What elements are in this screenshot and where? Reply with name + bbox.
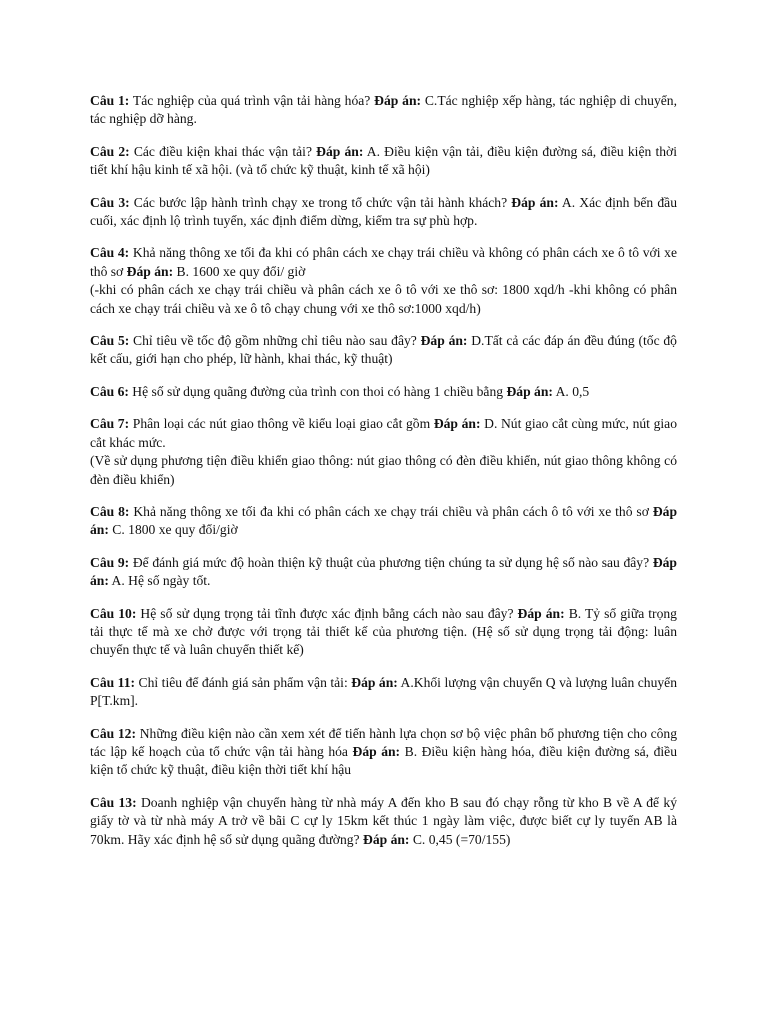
question-label: Câu 5: [90, 333, 130, 349]
answer-note: (Về sử dụng phương tiện điều khiển giao thông: nút giao thông có đèn điều khiển, nút giao thông không có đèn điều khiển) [90, 453, 677, 487]
question-label: Câu 12: [90, 725, 137, 741]
answer-text: A. Điều kiện vận tải, điều kiện đường sá, điều kiện thời tiết khí hậu kinh tế xã hội. (và tổ chức kỹ thuật, kinh tế xã hội) [90, 143, 677, 178]
answer-text: A. Xác định bến đầu cuối, xác định lộ trình tuyến, xác định điểm dừng, kiểm tra sự phù hợp. [90, 194, 678, 229]
question-paragraph [90, 605, 677, 660]
answer-label: Đáp án: [351, 674, 398, 690]
answer-text: C. 1800 xe quy đổi/giờ [108, 522, 238, 538]
answer-label: Đáp án: [420, 333, 468, 349]
question-text: Khả năng thông xe tối đa khi có phân cách xe chạy trái chiều và không có phân cách xe ô tô với xe thô sơ [90, 245, 677, 279]
question-text: Doanh nghiệp vận chuyển hàng từ nhà máy A đến kho B sau đó chạy rỗng từ kho B về A để ký giấy tờ và từ nhà máy A trở về bãi C cự ly 15km kết thúc 1 ngày làm việc, được biết cự ly tuyến AB là 70km. Hãy xác định hệ số sử dụng quãng đường? [90, 794, 677, 847]
question-text: Các điều kiện khai thác vận tải? [129, 143, 317, 159]
question-label: Câu 7: [90, 416, 130, 432]
question-text: Hệ số sử dụng trọng tải tĩnh được xác định bằng cách nào sau đây? [136, 605, 518, 621]
question-paragraph [90, 554, 677, 591]
question-item [90, 332, 677, 369]
question-label: Câu 13: [90, 794, 137, 810]
question-item [90, 674, 677, 711]
question-label: Câu 10: [90, 605, 137, 621]
question-label: Câu 2: [90, 143, 130, 159]
question-label: Câu 4: [90, 245, 130, 261]
answer-label: Đáp án: [90, 503, 678, 538]
question-label: Câu 3: [90, 194, 130, 210]
question-paragraph [90, 674, 677, 711]
question-item [90, 605, 677, 660]
answer-text: A.Khối lượng vận chuyển Q và lượng luân chuyển P[T.km]. [90, 674, 677, 709]
answer-label: Đáp án: [374, 93, 422, 108]
question-paragraph [90, 332, 677, 369]
question-paragraph [90, 244, 677, 281]
answer-text: B. Điều kiện hàng hóa, điều kiện đường sá, điều kiện tổ chức kỹ thuật, điều kiện thời tiết khí hậu [90, 743, 678, 778]
question-item [90, 92, 677, 129]
question-label: Câu 8: [90, 503, 130, 519]
question-label: Câu 11: [90, 674, 136, 690]
question-paragraph [90, 143, 677, 180]
answer-text: A. Hệ số ngày tốt. [108, 573, 211, 589]
answer-label: Đáp án: [126, 263, 174, 279]
answer-label: Đáp án: [506, 383, 553, 399]
answer-label: Đáp án: [433, 416, 481, 432]
answer-label: Đáp án: [511, 194, 559, 210]
answer-note: (-khi có phân cách xe chạy trái chiều và phân cách xe ô tô với xe thô sơ: 1800 xqd/h -khi không có phân cách xe chạy trái chiều và xe ô tô chạy chung với xe thô sơ:1000 xqd/h) [90, 282, 677, 316]
question-item [90, 554, 677, 591]
question-label: Câu 9: [90, 554, 130, 570]
question-item [90, 383, 677, 401]
question-paragraph [90, 194, 677, 231]
question-text: Để đánh giá mức độ hoàn thiện kỹ thuật của phương tiện chúng ta sử dụng hệ số nào sau đây? [129, 554, 653, 570]
question-paragraph [90, 503, 677, 540]
question-text: Khả năng thông xe tối đa khi có phân cách xe chạy trái chiều và phân cách ô tô với xe thô sơ [129, 503, 653, 519]
question-text: Các bước lập hành trình chạy xe trong tổ chức vận tải hành khách? [129, 194, 512, 210]
question-item [90, 143, 677, 180]
question-paragraph [90, 383, 677, 401]
answer-text: D. Nút giao cắt cùng mức, nút giao cắt khác mức. [90, 416, 677, 450]
answer-label: Đáp án: [517, 605, 565, 621]
answer-text: B. 1600 xe quy đổi/ giờ [173, 263, 306, 279]
answer-label: Đáp án: [316, 143, 364, 159]
question-item [90, 503, 677, 540]
question-paragraph [90, 92, 677, 129]
question-paragraph [90, 725, 677, 780]
question-text: Hệ số sử dụng quãng đường của trình con thoi có hàng 1 chiều bằng [128, 383, 507, 399]
answer-text: D.Tất cả các đáp án đều đúng (tốc độ kết cấu, giới hạn cho phép, lữ hành, khai thác, kỹ thuật) [90, 333, 677, 367]
answer-text: B. Tỷ số giữa trọng tải thực tế mà xe chở được với trọng tải thiết kế của phương tiện. (Hệ số sử dụng trọng tải động: luân chuyển thực tế và luân chuyển thiết kế) [90, 605, 677, 658]
question-text: Chỉ tiêu về tốc độ gồm những chỉ tiêu nào sau đây? [129, 333, 421, 349]
question-item [90, 725, 677, 780]
answer-text: C. 0,45 (=70/155) [409, 831, 511, 847]
answer-label: Đáp án: [352, 743, 401, 759]
answer-label: Đáp án: [90, 554, 677, 589]
question-paragraph [90, 794, 677, 849]
document-page [90, 92, 677, 863]
question-item [90, 194, 677, 231]
answer-label: Đáp án: [363, 831, 410, 847]
question-text: Phân loại các nút giao thông về kiểu loại giao cắt gồm [129, 416, 434, 432]
question-item [90, 794, 677, 849]
question-item [90, 415, 677, 489]
question-paragraph [90, 415, 677, 452]
answer-text: A. 0,5 [552, 383, 590, 399]
question-label: Câu 1: [90, 93, 130, 108]
question-text: Chỉ tiêu để đánh giá sản phẩm vận tải: [135, 674, 352, 690]
question-text: Tác nghiệp của quá trình vận tải hàng hóa? [129, 93, 375, 108]
question-label: Câu 6: [90, 383, 129, 399]
answer-text: C.Tác nghiệp xếp hàng, tác nghiệp di chuyển, tác nghiệp dỡ hàng. [90, 93, 677, 127]
question-item [90, 244, 677, 318]
question-text: Những điều kiện nào cần xem xét để tiến hành lựa chọn sơ bộ việc phân bổ phương tiện cho công tác lập kế hoạch của tổ chức vận tải hàng hóa [90, 725, 677, 759]
